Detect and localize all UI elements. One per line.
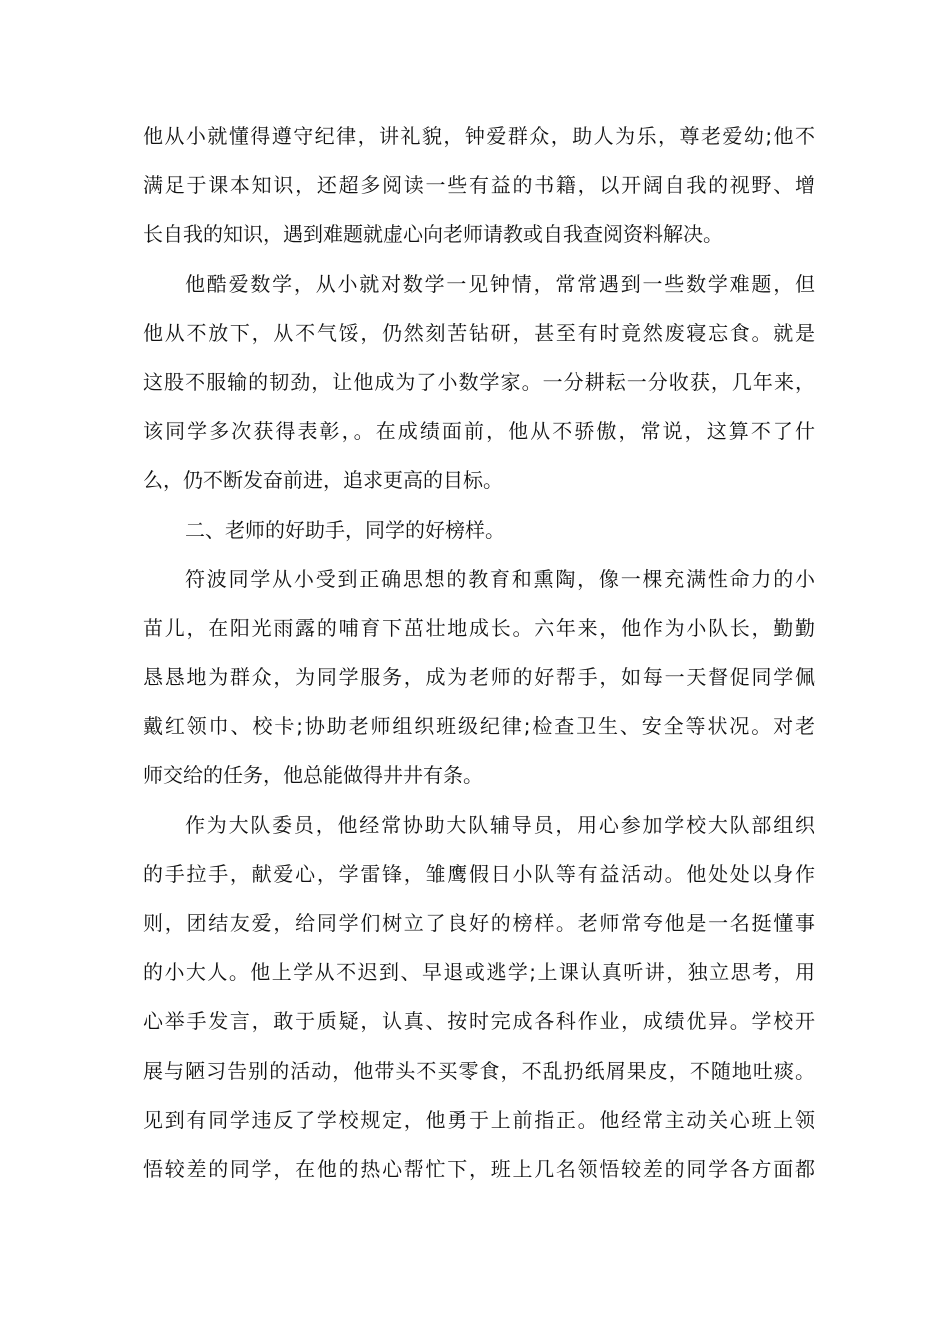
text-line: 的小大人。他上学从不迟到、早退或逃学;上课认真听讲，独立思考，用 <box>143 960 815 985</box>
text-line: 么，仍不断发奋前进，追求更高的目标。 <box>143 468 503 493</box>
text-line: 则，团结友爱，给同学们树立了良好的榜样。老师常夸他是一名挺懂事 <box>143 911 815 935</box>
text-line: 悟较差的同学，在他的热心帮忙下，班上几名领悟较差的同学各方面都 <box>143 1156 815 1181</box>
text-line: 戴红领巾、校卡;协助老师组织班级纪律;检查卫生、安全等状况。对老 <box>143 714 815 739</box>
text-line: 该同学多次获得表彰，。在成绩面前，他从不骄傲，常说，这算不了什 <box>143 419 815 444</box>
text-line: 二、老师的好助手，同学的好榜样。 <box>185 517 505 542</box>
text-line: 这股不服输的韧劲，让他成为了小数学家。一分耕耘一分收获，几年来， <box>143 369 815 394</box>
paragraph <box>143 555 815 801</box>
text-line: 师交给的任务，他总能做得井井有条。 <box>143 763 483 788</box>
text-line: 的手拉手，献爱心，学雷锋，雏鹰假日小队等有益活动。他处处以身作 <box>143 861 815 886</box>
text-line: 作为大队委员，他经常协助大队辅导员，用心参加学校大队部组织 <box>185 812 815 837</box>
text-line: 他从小就懂得遵守纪律，讲礼貌，钟爱群众，助人为乐，尊老爱幼;他不 <box>143 124 815 148</box>
text-line: 心举手发言，敢于质疑，认真、按时完成各科作业，成绩优异。学校开 <box>143 1009 815 1034</box>
document-body <box>143 112 815 1194</box>
text-line: 他从不放下，从不气馁，仍然刻苦钻研，甚至有时竟然废寝忘食。就是 <box>143 320 815 345</box>
paragraph <box>143 112 815 260</box>
paragraph <box>143 260 815 506</box>
paragraph <box>143 506 815 555</box>
text-line: 恳恳地为群众，为同学服务，成为老师的好帮手，如每一天督促同学佩 <box>143 665 815 690</box>
text-line: 见到有同学违反了学校规定，他勇于上前指正。他经常主动关心班上领 <box>143 1107 815 1132</box>
text-line: 满足于课本知识，还超多阅读一些有益的书籍，以开阔自我的视野、增 <box>143 173 815 198</box>
text-line: 展与陋习告别的活动，他带头不买零食，不乱扔纸屑果皮，不随地吐痰。 <box>143 1058 815 1083</box>
text-line: 苗儿，在阳光雨露的哺育下茁壮地成长。六年来，他作为小队长，勤勤 <box>143 615 815 640</box>
text-line: 他酷爱数学，从小就对数学一见钟情，常常遇到一些数学难题，但 <box>185 271 815 296</box>
text-line: 符波同学从小受到正确思想的教育和熏陶，像一棵充满性命力的小 <box>185 566 815 591</box>
paragraph <box>143 801 815 1195</box>
text-line: 长自我的知识，遇到难题就虚心向老师请教或自我查阅资料解决。 <box>143 222 723 247</box>
